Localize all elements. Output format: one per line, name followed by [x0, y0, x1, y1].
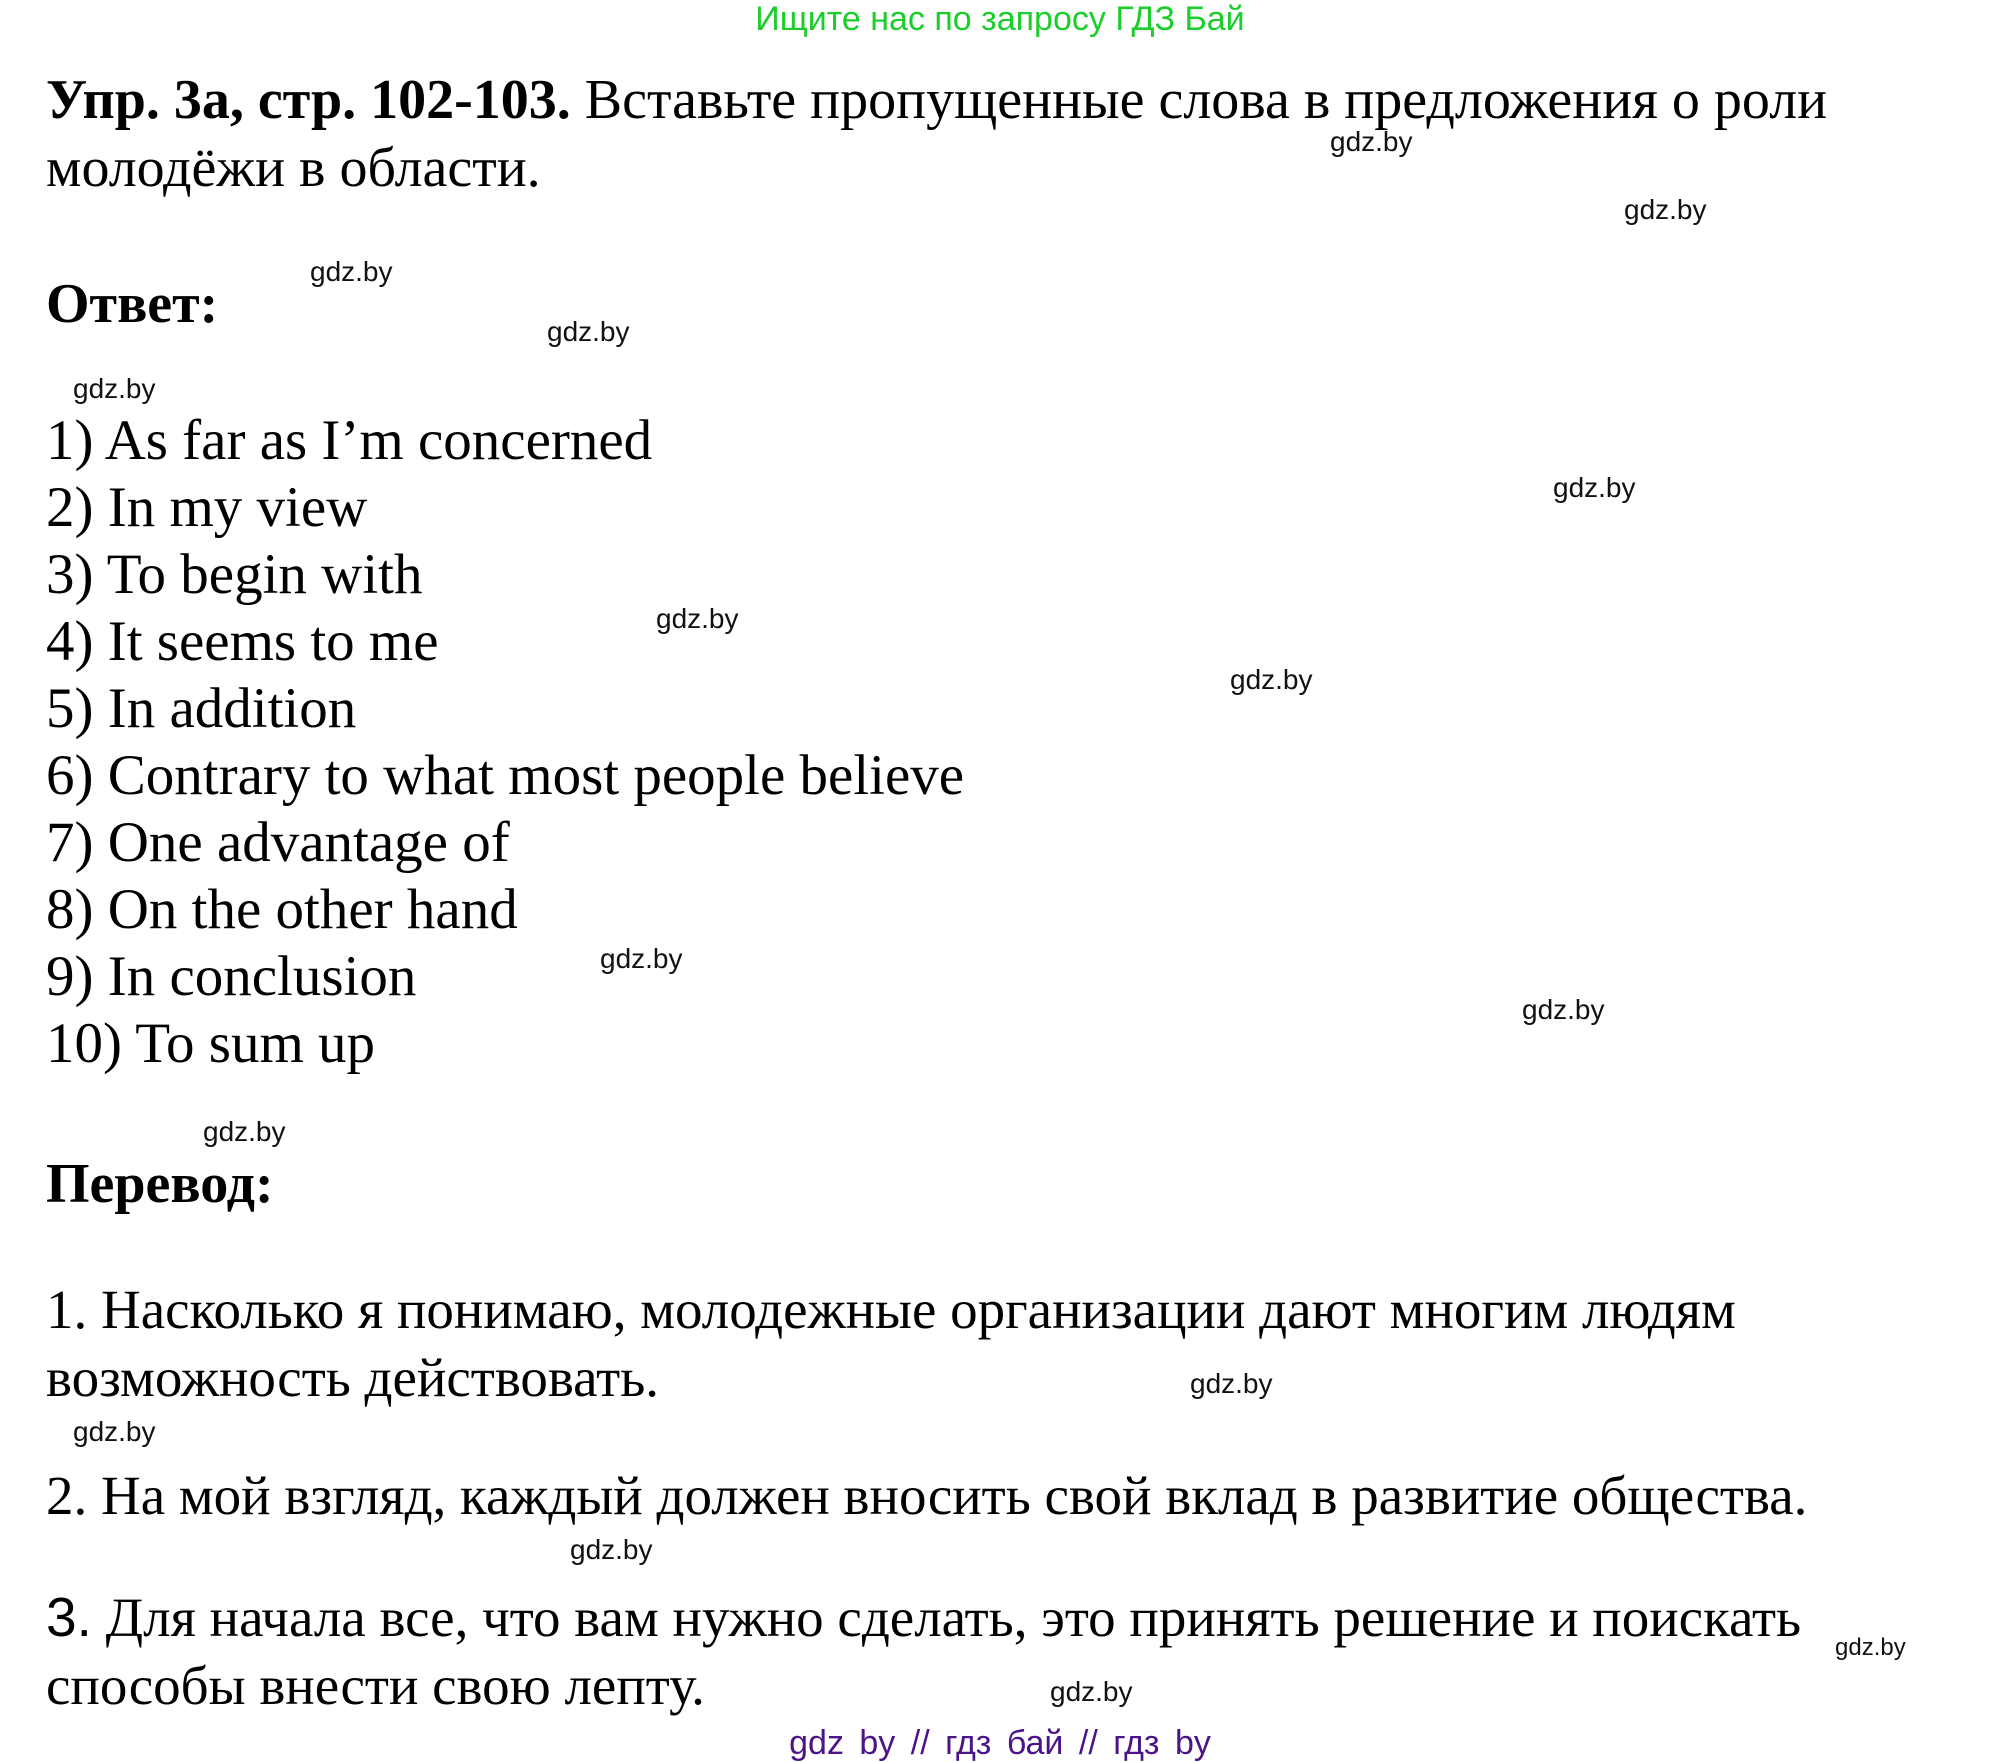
- watermark: gdz.by: [1553, 472, 1636, 503]
- watermark: gdz.by: [656, 603, 739, 634]
- answer-item: 7) One advantage of: [46, 811, 510, 874]
- paragraph-number: 1.: [46, 1279, 88, 1340]
- watermark: gdz.by: [1522, 994, 1605, 1025]
- answer-item: 5) In addition: [46, 677, 357, 740]
- exercise-instruction-line2: молодёжи в области.: [46, 137, 541, 199]
- search-hint-banner: Ищите нас по запросу ГДЗ Бай: [755, 0, 1245, 38]
- watermark: gdz.by: [73, 373, 156, 404]
- answer-item: 1) As far as I’m concerned: [46, 409, 653, 472]
- site-footer-links: gdz by // гдз бай // гдз by: [789, 1724, 1211, 1762]
- paragraph-text: Для начала все, что вам нужно сделать, это принять решение и поискать: [91, 1587, 1802, 1648]
- answer-item: 6) Contrary to what most people believe: [46, 744, 965, 807]
- exercise-title: [46, 69, 1828, 131]
- answer-item: 10) To sum up: [46, 1012, 376, 1075]
- watermark: gdz.by: [1835, 1634, 1906, 1661]
- watermark: gdz.by: [600, 943, 683, 974]
- watermark: gdz.by: [1190, 1368, 1273, 1399]
- translation-paragraph-3: [46, 1586, 1802, 1648]
- watermark: gdz.by: [203, 1116, 286, 1147]
- answer-heading: Ответ:: [46, 273, 219, 335]
- paragraph-number: 2.: [46, 1465, 88, 1526]
- translation-paragraph-2: [46, 1465, 1808, 1526]
- answer-item: 4) It seems to me: [46, 610, 439, 673]
- answer-item: 8) On the other hand: [46, 878, 518, 941]
- paragraph-text: Насколько я понимаю, молодежные организации дают многим людям: [87, 1279, 1736, 1340]
- translation-paragraph-3-line2: способы внести свою лепту.: [46, 1655, 705, 1716]
- exercise-reference: Упр. 3а, стр. 102-103.: [46, 69, 571, 131]
- translation-paragraph-1: [46, 1279, 1736, 1340]
- answer-item: 3) To begin with: [46, 543, 423, 606]
- answer-item: 2) In my view: [46, 476, 368, 539]
- paragraph-text: На мой взгляд, каждый должен вносить свой вклад в развитие общества.: [87, 1465, 1808, 1526]
- exercise-instruction: Вставьте пропущенные слова в предложения о роли: [570, 69, 1828, 131]
- watermark: gdz.by: [1050, 1676, 1133, 1707]
- answer-item: 9) In conclusion: [46, 945, 417, 1008]
- watermark: gdz.by: [570, 1534, 653, 1565]
- watermark: gdz.by: [1330, 126, 1413, 157]
- watermark: gdz.by: [73, 1416, 156, 1447]
- translation-heading: Перевод:: [46, 1153, 274, 1215]
- watermark: gdz.by: [1230, 664, 1313, 695]
- watermark: gdz.by: [1624, 194, 1707, 225]
- translation-paragraph-1-line2: возможность действовать.: [46, 1347, 660, 1408]
- paragraph-number: 3.: [46, 1586, 92, 1648]
- watermark: gdz.by: [310, 256, 393, 287]
- watermark: gdz.by: [547, 316, 630, 347]
